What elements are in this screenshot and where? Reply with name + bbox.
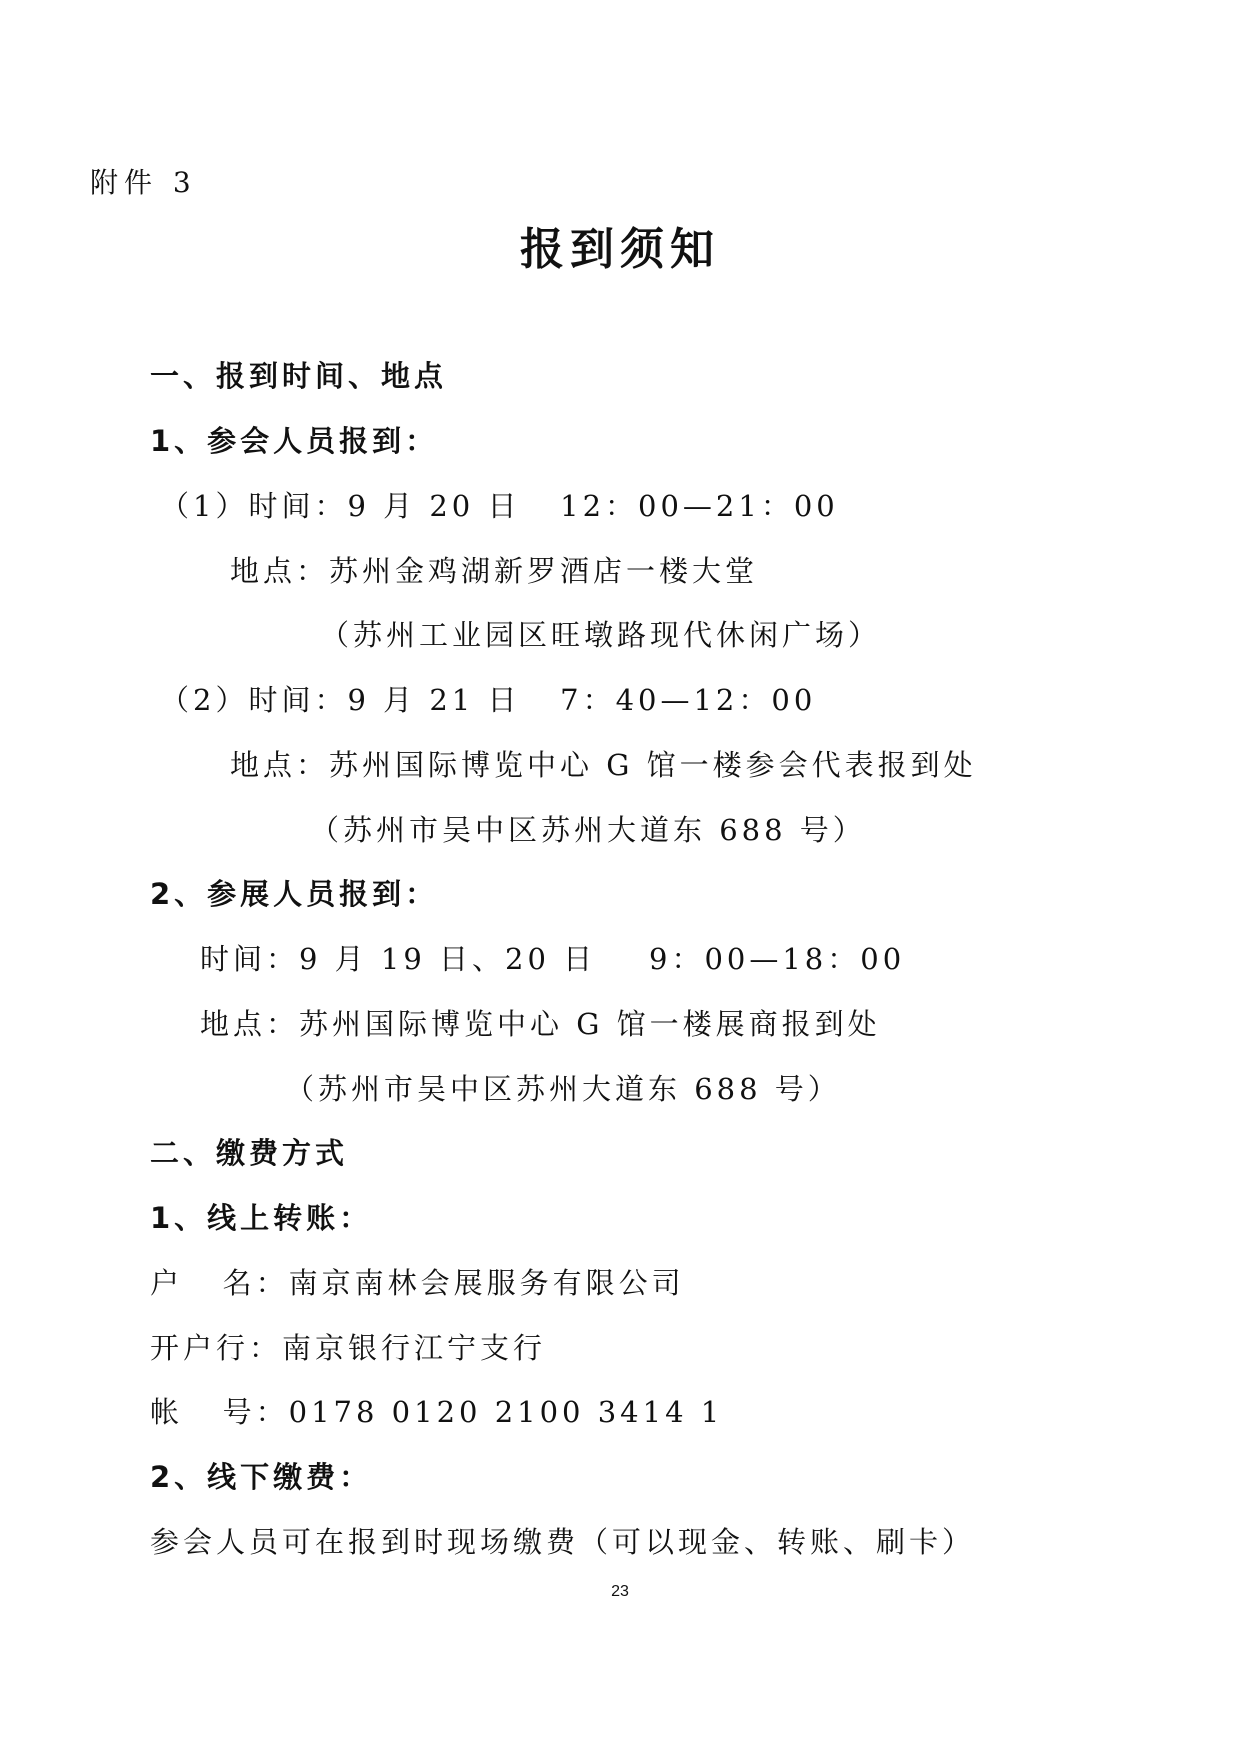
section1-heading: 一、报到时间、地点 <box>150 359 448 393</box>
registration-time-2: （2）时间：9 月 21 日 7：40—12：00 <box>160 683 817 717</box>
registration-time-1: （1）时间：9 月 20 日 12：00—21：00 <box>160 489 839 523</box>
page-title: 报到须知 <box>520 224 720 275</box>
registration-place-2: 地点：苏州国际博览中心 G 馆一楼参会代表报到处 <box>230 748 977 782</box>
attachment-label: 附件 3 <box>90 166 197 199</box>
exhibitor-address: （苏州市吴中区苏州大道东 688 号） <box>285 1072 841 1106</box>
registration-address-2: （苏州市吴中区苏州大道东 688 号） <box>310 813 866 847</box>
section2-sub1-heading: 1、线上转账： <box>150 1201 373 1235</box>
account-number: 帐 号：0178 0120 2100 3414 1 <box>150 1395 724 1429</box>
registration-address-1: （苏州工业园区旺墩路现代休闲广场） <box>320 618 882 652</box>
bank-name: 开户行：南京银行江宁支行 <box>150 1331 547 1365</box>
section1-sub2-heading: 2、参展人员报到： <box>150 877 439 911</box>
exhibitor-place: 地点：苏州国际博览中心 G 馆一楼展商报到处 <box>200 1007 881 1041</box>
account-name: 户 名：南京南林会展服务有限公司 <box>150 1266 685 1300</box>
offline-payment-text: 参会人员可在报到时现场缴费（可以现金、转账、刷卡） <box>150 1525 976 1559</box>
registration-place-1: 地点：苏州金鸡湖新罗酒店一楼大堂 <box>230 554 759 588</box>
section2-heading: 二、缴费方式 <box>150 1136 349 1170</box>
section2-sub2-heading: 2、线下缴费： <box>150 1460 373 1494</box>
page-number: 23 <box>611 1583 629 1600</box>
section1-sub1-heading: 1、参会人员报到： <box>150 424 439 458</box>
exhibitor-time: 时间：9 月 19 日、20 日 9：00—18：00 <box>200 942 906 976</box>
